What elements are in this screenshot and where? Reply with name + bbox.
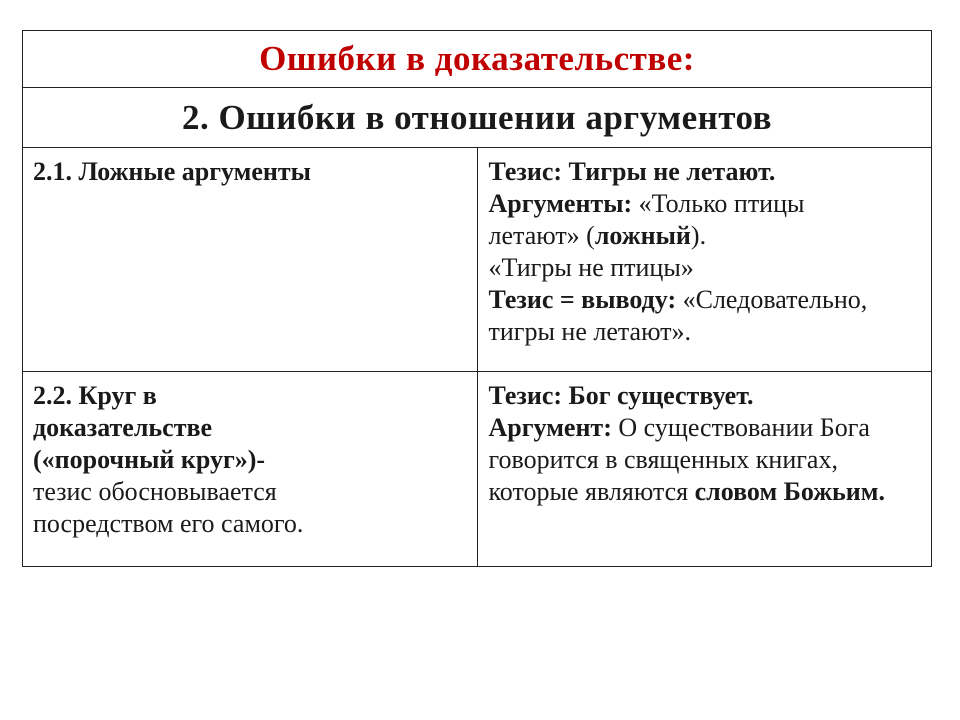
arguments-line bbox=[489, 188, 926, 220]
argument-emphasis: словом Божьим. bbox=[694, 477, 885, 506]
arguments-label: Аргументы: bbox=[488, 189, 633, 218]
conclusion-line bbox=[489, 284, 926, 316]
argument-text-tail: которые являются bbox=[488, 477, 695, 506]
error-description-cont: посредством его самого. bbox=[33, 509, 304, 538]
arguments-line-cont bbox=[489, 220, 926, 252]
error-name-cell bbox=[23, 148, 478, 372]
conclusion-text: «Следовательно, bbox=[676, 285, 868, 314]
errors-table bbox=[22, 30, 932, 567]
arguments-text-cont: летают» ( bbox=[488, 221, 595, 250]
thesis-text: Тезис: Бог существует. bbox=[488, 381, 754, 410]
error-name: 2.2. Круг в bbox=[33, 381, 157, 410]
arguments-text-end: ). bbox=[690, 221, 707, 250]
example-cell bbox=[477, 148, 932, 372]
table-subtitle-row bbox=[23, 88, 932, 148]
arguments-text: «Только птицы bbox=[632, 189, 805, 218]
error-alias: («порочный круг»)- bbox=[33, 445, 266, 474]
thesis-text: Тезис: Тигры не летают. bbox=[488, 157, 776, 186]
table-row bbox=[23, 148, 932, 372]
table-title-row bbox=[23, 31, 932, 88]
argument-text-end bbox=[489, 476, 926, 508]
error-name-cell bbox=[23, 372, 478, 567]
argument-text: О существовании Бога bbox=[611, 413, 870, 442]
table-title: Ошибки в доказательстве: bbox=[23, 31, 932, 88]
second-argument: «Тигры не птицы» bbox=[488, 253, 694, 282]
argument-label: Аргумент: bbox=[488, 413, 612, 442]
false-marker: ложный bbox=[594, 221, 691, 250]
conclusion-text-cont: тигры не летают». bbox=[488, 317, 692, 346]
argument-line bbox=[489, 412, 926, 444]
table-row bbox=[23, 372, 932, 567]
conclusion-label: Тезис = выводу: bbox=[488, 285, 677, 314]
error-name-cont: доказательстве bbox=[33, 413, 213, 442]
table-subtitle: 2. Ошибки в отношении аргументов bbox=[23, 88, 932, 148]
error-name: 2.1. Ложные аргументы bbox=[33, 157, 311, 186]
example-cell bbox=[477, 372, 932, 567]
error-description: тезис обосновывается bbox=[33, 477, 277, 506]
argument-text-cont: говорится в священных книгах, bbox=[488, 445, 838, 474]
